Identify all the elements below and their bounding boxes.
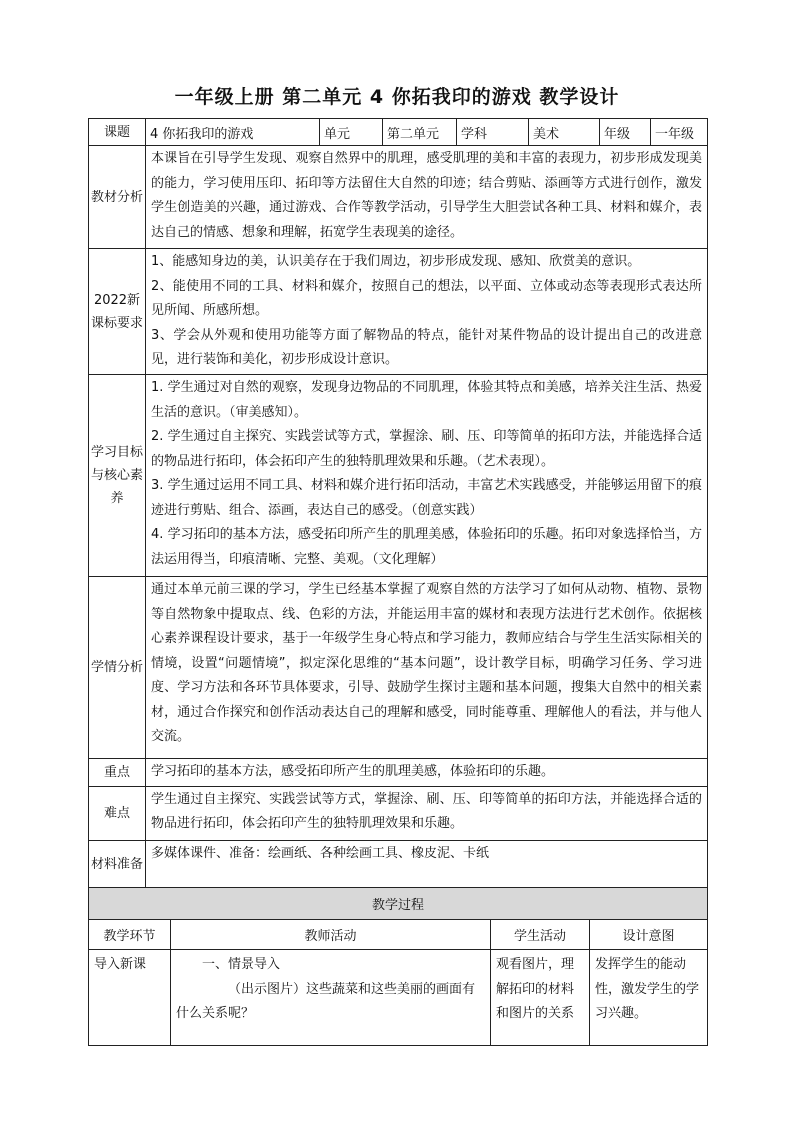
teacher-activity-text: （出示图片）这些蔬菜和这些美丽的画面有什么关系呢？: [176, 981, 476, 1021]
standard-content: [146, 249, 708, 375]
material-analysis-text: 本课旨在引导学生发现、观察自然界中的肌理，感受肌理的美和丰富的表现力，初步形成发现美的能力，学习使用压印、拓印等方法留住大自然的印迹；结合剪贴、添画等方式进行创作，激发学生创造美的兴趣，通过游戏、合作等教学活动，引导学生大胆尝试各种工具、材料和媒介，表达自己的情感、想象和理解，拓宽学生表现美的途径。: [146, 146, 708, 249]
standard-item: 3、学会从外观和使用功能等方面了解物品的特点，能针对某件物品的设计提出自己的改进意见，进行装饰和美化，初步形成设计意识。: [151, 327, 702, 367]
learner-analysis-label: 学情分析: [89, 577, 146, 759]
objectives-content: [146, 375, 708, 577]
process-header-row: [89, 888, 708, 920]
topic-value: 4 你拓我印的游戏: [146, 119, 320, 146]
subject-label: 学科: [457, 119, 529, 146]
learner-analysis-text: 通过本单元前三课的学习，学生已经基本掌握了观察自然的方法学习了如何从动物、植物、景物等自然物象中提取点、线、色彩的方法，并能运用丰富的媒材和表现方法进行艺术创作。依据核心素养课程设计要求，基于一年级学生身心特点和学习能力，教师应结合与学生生活实际相关的情境，设置“问题情境”，拟定深化思维的“基本问题”，设计教学目标，明确学习任务、学习进度、学习方法和各环节具体要求，引导、鼓励学生探讨主题和基本问题，搜集大自然中的相关素材，通过合作探究和创作活动表达自己的理解和感受，同时能尊重、理解他人的看法，并与他人交流。: [146, 577, 708, 759]
process-columns-row: [89, 920, 708, 950]
document-title: 一年级上册 第二单元 4 你拓我印的游戏 教学设计: [174, 86, 620, 108]
materials-label: 材料准备: [89, 840, 146, 888]
difficulty-text: 学生通过自主探究、实践尝试等方式，掌握涂、刷、压、印等简单的拓印方法，并能选择合适的物品进行拓印，体会拓印产生的独特肌理效果和乐趣。: [146, 786, 708, 840]
unit-label: 单元: [320, 119, 383, 146]
objectives-row: [89, 375, 708, 577]
teaching-process-table: [88, 887, 708, 1046]
learner-analysis-row: [89, 577, 708, 759]
process-header: 教学过程: [89, 888, 708, 920]
unit-value: 第二单元: [383, 119, 457, 146]
objectives-label: 学习目标与核心素养: [89, 375, 146, 577]
lesson-info-table: [88, 118, 708, 889]
teacher-activity-title: 一、情景导入: [202, 957, 281, 972]
materials-row: [89, 840, 708, 888]
standard-row: [89, 249, 708, 375]
column-teacher: 教师活动: [171, 920, 491, 950]
objective-item: 1. 学生通过对自然的观察，发现身边物品的不同肌理，体验其特点和美感，培养关注生活、热爱生活的意识。（审美感知）。: [151, 380, 702, 420]
student-activity-cell: 观看图片，理解拓印的材料和图片的关系: [491, 950, 590, 1046]
standard-item: 1、能感知身边的美，认识美存在于我们周边，初步形成发现、感知、欣赏美的意识。: [151, 254, 641, 269]
topic-label: 课题: [89, 119, 146, 146]
teacher-activity-cell: [171, 950, 491, 1046]
column-student: 学生活动: [491, 920, 590, 950]
material-analysis-row: [89, 146, 708, 249]
material-analysis-label: 教材分析: [89, 146, 146, 249]
standard-item: 2、能使用不同的工具、材料和媒介，按照自己的想法，以平面、立体或动态等表现形式表达所见所闻、所感所想。: [151, 278, 702, 318]
table-row: [89, 950, 708, 1046]
column-intent: 设计意图: [590, 920, 708, 950]
key-point-row: [89, 759, 708, 787]
key-point-text: 学习拓印的基本方法，感受拓印所产生的肌理美感，体验拓印的乐趣。: [146, 759, 708, 787]
stage-cell: 导入新课: [89, 950, 171, 1046]
grade-value: 一年级: [651, 119, 708, 146]
objective-item: 2. 学生通过自主探究、实践尝试等方式，掌握涂、刷、压、印等简单的拓印方法，并能选择合适的物品进行拓印，体会拓印产生的独特肌理效果和乐趣。（艺术表现）。: [151, 429, 702, 469]
grade-label: 年级: [600, 119, 651, 146]
difficulty-row: [89, 786, 708, 840]
difficulty-label: 难点: [89, 786, 146, 840]
column-stage: 教学环节: [89, 920, 171, 950]
key-point-label: 重点: [89, 759, 146, 787]
design-intent-cell: 发挥学生的能动性，激发学生的学习兴趣。: [590, 950, 708, 1046]
topic-row: [89, 119, 708, 146]
materials-text: 多媒体课件、准备：绘画纸、各种绘画工具、橡皮泥、卡纸: [146, 840, 708, 888]
objective-item: 3. 学生通过运用不同工具、材料和媒介进行拓印活动，丰富艺术实践感受，并能够运用留下的痕迹进行剪贴、组合、添画，表达自己的感受。（创意实践）: [151, 478, 702, 518]
standard-label: 2022新课标要求: [89, 249, 146, 375]
subject-value: 美术: [529, 119, 600, 146]
objective-item: 4. 学习拓印的基本方法，感受拓印所产生的肌理美感，体验拓印的乐趣。拓印对象选择恰当，方法运用得当，印痕清晰、完整、美观。（文化理解）: [151, 527, 702, 567]
